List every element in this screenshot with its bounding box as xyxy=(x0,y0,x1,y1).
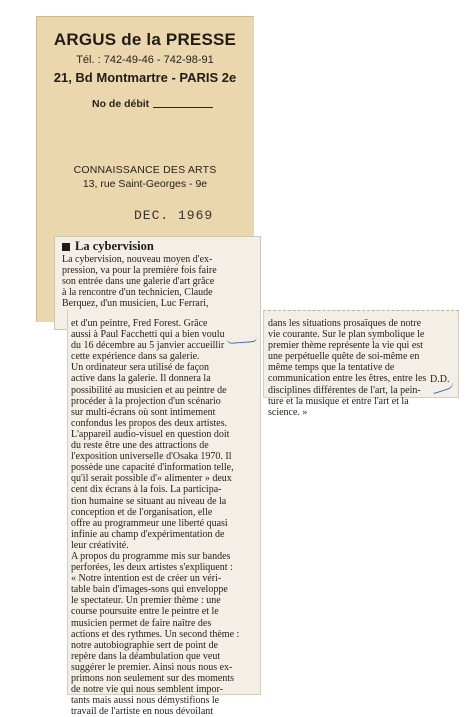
article-right-column xyxy=(268,318,454,418)
text-line: le spectateur. Un premier thème : une xyxy=(71,595,221,607)
text-line: vie courante. Sur le plan symbolique le xyxy=(268,329,425,341)
text-line: active dans la galerie. Il donnera la xyxy=(71,373,211,385)
text-line: conception et de l'organisation, elle xyxy=(71,506,213,518)
text-line: table bain d'images-sons qui enveloppe xyxy=(71,584,228,596)
text-line: actions et des rythmes. Un second thème : xyxy=(71,628,240,640)
text-line: dans les situations prosaïques de notre xyxy=(268,318,422,329)
text-line: offre au programmeur une liberté quasi xyxy=(71,517,228,529)
text-line: La cybervision, nouveau moyen d'ex- xyxy=(62,254,213,265)
text-line: Un ordinateur sera utilisé de façon xyxy=(71,362,210,374)
text-line: qu'il serait possible d'« alimenter » deux xyxy=(71,473,232,485)
text-line: tants mais aussi nous démystifions le xyxy=(71,695,220,707)
text-line: infinie au champ d'expérimentation de xyxy=(71,528,225,540)
text-line: repère dans la déambulation que veut xyxy=(71,650,221,662)
text-line: premier thème représente la vie qui est xyxy=(268,340,423,352)
text-line: procéder à la projection d'un scénario xyxy=(71,395,221,407)
text-line: ture et la musique et entre l'art et la xyxy=(268,395,409,407)
article-heading xyxy=(62,239,154,254)
article-left-column xyxy=(71,318,257,717)
text-line: Berquez, d'un musicien, Luc Ferrari, xyxy=(62,298,209,310)
text-line: course poursuite entre le peintre et le xyxy=(71,606,219,618)
debit-number-field xyxy=(92,98,213,110)
text-line: A propos du programme mis sur bandes xyxy=(71,550,231,562)
date-stamp: DEC. 1969 xyxy=(134,208,214,223)
text-line: possibilité au musicien et au peintre de xyxy=(71,384,227,396)
debit-blank-line xyxy=(153,107,213,108)
publication-address: 13, rue Saint-Georges - 9e xyxy=(82,178,208,190)
text-line: du 16 décembre au 5 janvier accueillir xyxy=(71,340,225,352)
text-line: primons non seulement sur des moments xyxy=(71,673,235,684)
publication-name: CONNAISSANCE DES ARTS xyxy=(73,164,217,176)
text-line: perforées, les deux artistes s'expliquent : xyxy=(71,562,233,574)
author-signature: D.D. xyxy=(430,374,450,385)
text-line: et d'un peintre, Fred Forest. Grâce xyxy=(71,318,208,329)
text-line: sur multi-écrans où sont intimement xyxy=(71,406,216,418)
text-line: travail de l'artiste en nous dévoilant xyxy=(71,706,214,717)
text-line: communication entre les êtres, entre les xyxy=(268,373,427,385)
text-line: cette expérience dans sa galerie. xyxy=(71,351,200,363)
text-line: aussi à Paul Facchetti qui a bien voulu xyxy=(71,329,225,341)
text-line: « Notre intention est de créer un véri- xyxy=(71,573,222,585)
text-line: possède une capacité d'information telle, xyxy=(71,462,234,474)
text-line: confondus les propos des deux artistes. xyxy=(71,417,228,429)
bullet-square-icon xyxy=(62,243,70,251)
text-line: pression, va pour la première fois faire xyxy=(62,265,217,277)
text-line: musicien permet de faire naître des xyxy=(71,617,212,629)
agency-address: 21, Bd Montmartre - PARIS 2e xyxy=(53,70,237,85)
text-line: même temps que la tentative de xyxy=(268,362,395,374)
article-title: La cybervision xyxy=(75,239,154,253)
text-line: suggérer le premier. Ainsi nous nous ex- xyxy=(71,661,233,673)
text-line: L'appareil audio-visuel en question doit xyxy=(71,428,230,440)
text-line: cent dix écrans à la fois. La participa- xyxy=(71,484,222,496)
text-line: à la rencontre d'un technicien, Claude xyxy=(62,287,213,299)
text-line: tion humaine se situant au niveau de la xyxy=(71,495,227,507)
text-line: disciplines différentes de l'art, la pein- xyxy=(268,384,421,396)
text-line: son entrée dans une galerie d'art grâce xyxy=(62,276,215,288)
text-line: leur créativité. xyxy=(71,539,129,551)
text-line: du reste être une des attractions de xyxy=(71,440,209,452)
agency-phone: Tél. : 742-49-46 - 742-98-91 xyxy=(76,54,214,66)
text-line: notre autobiographie sert de point de xyxy=(71,639,218,651)
text-line: l'exposition universelle d'Osaka 1970. Il xyxy=(71,451,232,463)
debit-label: No de débit xyxy=(92,98,150,110)
agency-title: ARGUS de la PRESSE xyxy=(53,30,237,49)
text-line: une perpétuelle quête de soi-même en xyxy=(268,351,420,363)
article-intro xyxy=(62,254,254,309)
text-line: science. » xyxy=(268,406,308,418)
text-line: de notre vie qui nous semblent impor- xyxy=(71,684,223,696)
